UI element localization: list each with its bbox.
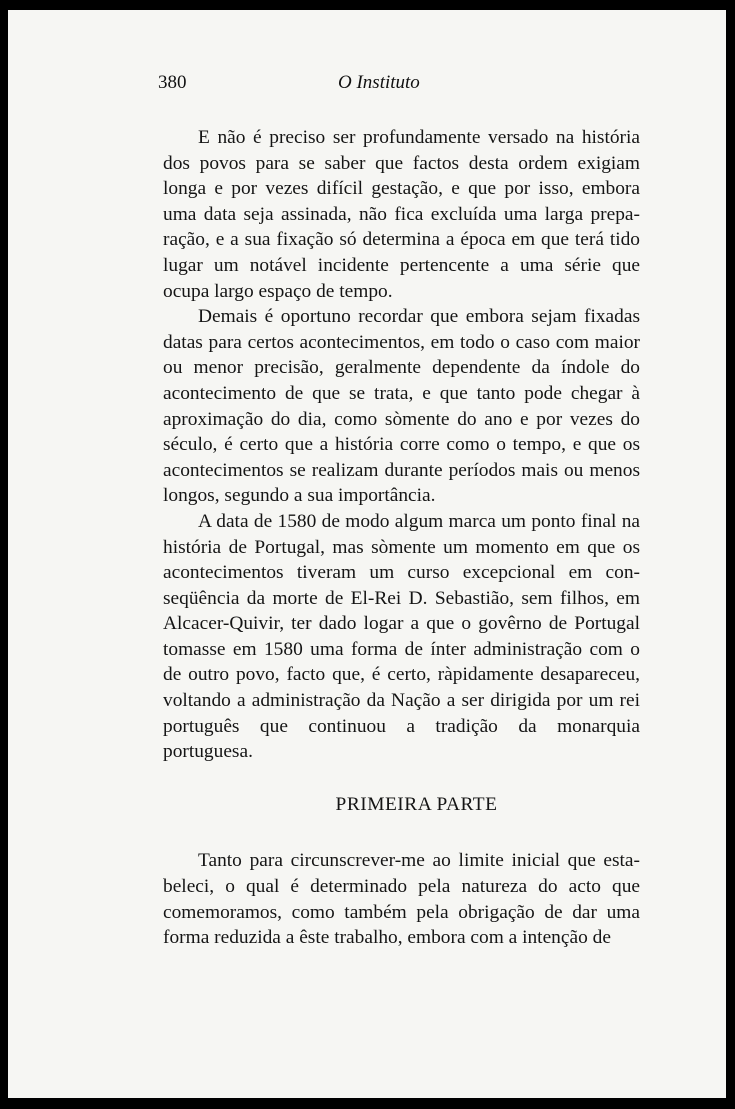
book-page [8, 10, 726, 1098]
section-heading: PRIMEIRA PARTE [335, 793, 498, 815]
paragraph-3: A data de 1580 de modo algum marca um ponto final na história de Portugal, mas sòmente um momento em que os acontecimentos tiveram um curso excepcional em conseqüência da morte de El-Rei D. Sebastião, sem filhos, em Alcacer-Quivir, ter dado logar a que o govêrno de Portugal tomasse em 1580 uma forma de ínter administração com o de outro povo, facto que, é certo, ràpidamente desapareceu, voltando a administração da Nação a ser dirigida por um rei português que continuou a tradição da monarquia portuguesa. [163, 510, 640, 763]
section-paragraph: Tanto para circunscrever-me ao limite inicial que estabeleci, o qual é determinado pela natureza do acto que comemoramos, como também pela obrigação de dar uma forma reduzida a êste trabalho, embora com a intenção de [163, 850, 640, 949]
page-header [8, 72, 726, 102]
paragraph-2: Demais é oportuno recordar que embora sejam fixadas datas para certos acontecimentos, em todo o caso com maior ou menor precisão, geralmente dependente da índole do acontecimento de que se trata, e que tanto pode chegar à aproximação do dia, como sòmente do ano e por vezes do século, é certo que a história corre como o tempo, e que os acontecimentos se realizam durante períodos mais ou menos longos, segundo a sua importância. [163, 306, 640, 507]
paragraph-1: E não é preciso ser profundamente versado na história dos povos para se saber que factos desta ordem exigiam longa e por vezes difícil gestação, e que por isso, embora uma data seja assinada, não fica excluída uma larga preparação, e a sua fixação só determina a época em que terá tido lugar um notável incidente pertencente a uma série que ocupa largo espaço de tempo. [163, 127, 640, 302]
page-number: 380 [158, 72, 187, 93]
running-title: O Instituto [338, 72, 420, 93]
body-text [163, 125, 640, 951]
